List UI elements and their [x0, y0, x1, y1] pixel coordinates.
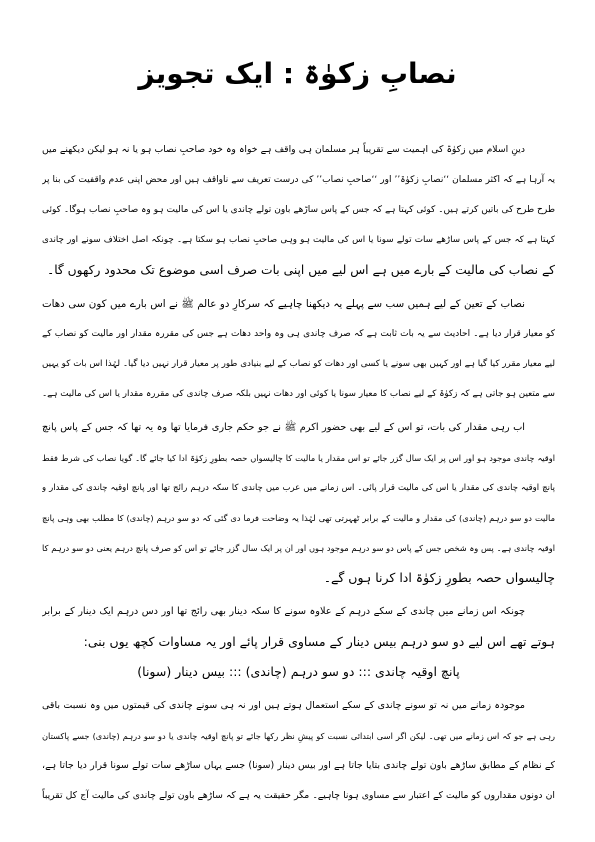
text-line: اب رہی مقدار کی بات، تو اس کے لیے بھی حضور اکرم ﷺ نے جو حکم جاری فرمایا تھا وہ یہ تھا کہ جس کے پاس پانچ: [42, 422, 525, 433]
paragraph: [42, 289, 555, 409]
text-line: اوقیہ چاندی ہے۔ پس وہ شخص جس کے پاس دو سو درہم موجود ہوں اور ان پر ایک سال گزر جائے تو اس کو صرف پانچ درہم یعنی دو سو درہم کا: [42, 543, 555, 553]
text-line: لیے معیار مقرر کیا گیا ہے اور کہیں بھی سونے یا کسی اور دھات کو نصاب کے لیے بنیادی طور پر معیار قرار نہیں دیا گیا۔ لہٰذا اس بات کو یہیں: [42, 359, 555, 369]
page-title: نصابِ زکوٰۃ : ایک تجویز: [138, 57, 457, 90]
text-line: ہوتے تھے اس لیے دو سو درہم بیس دینار کے مساوی قرار پائے اور یہ مساوات کچھ یوں بنی:: [83, 634, 555, 649]
text-line: کہتا ہے کہ جس کے پاس ساڑھے سات تولے سونا یا اس کی مالیت ہو وہی صاحبِ نصاب ہو سکتا ہے۔ چونکہ اصل اختلاف سونے اور چاندی: [42, 235, 555, 245]
text-line: طرح طرح کی باتیں کرتے ہیں۔ کوئی کہتا ہے کہ جس کے پاس ساڑھے باون تولے چاندی یا اس کی مالیت ہو وہ صاحبِ نصاب ہوگا۔ کوئی: [42, 205, 555, 215]
text-line: موجودہ زمانے میں نہ تو سونے چاندی کے سکے استعمال ہوتے ہیں اور نہ ہی سونے چاندی کی قیمتوں میں وہ نسبت باقی: [42, 700, 525, 711]
paragraph: [42, 413, 555, 593]
text-line: کے نظام کے مطابق ساڑھے باون تولے چاندی بتایا جاتا ہے اور بیس دینار (سونا) جسے یہاں ساڑھے سات تولے سونا قرار دیا جاتا ہے،: [42, 760, 555, 771]
paragraph: [42, 135, 555, 285]
article-body: [42, 135, 555, 815]
text-line: کو معیار قرار دیا ہے۔ احادیث سے یہ بات ثابت ہے کہ صرف چاندی ہی وہ واحد دھات ہے جس کی مقررہ مقدار اور مالیت کو نصاب کے: [42, 329, 555, 339]
text-line: رہی ہے جو کہ اس زمانے میں تھی۔ لیکن اگر اسی ابتدائی نسبت کو پیشِ نظر رکھا جائے تو پانچ اوقیہ چاندی یا دو سو درہم (چاندی) جسے پاکستان: [42, 731, 555, 741]
text-line: نصاب کے تعین کے لیے ہمیں سب سے پہلے یہ دیکھنا چاہیے کہ سرکارِ دو عالم ﷺ نے اس بارے میں کون سی دھات: [42, 298, 525, 310]
text-line: مالیت دو سو درہم (چاندی) کی مقدار و مالیت کے برابر ٹھہرتی تھی لہٰذا یہ وضاحت فرما دی گئی کہ دو سو درہم (چاندی) کا مطلب بھی وہی پانچ: [42, 513, 555, 523]
text-line: پانچ اوقیہ چاندی کی مقدار یا اس کی مالیت قرار پائی۔ اس زمانے میں عرب میں چاندی کا سکہ درہم رائج تھا اور پانچ اوقیہ چاندی کی مقدار و: [42, 483, 555, 493]
text-line: کے نصاب کی مالیت کے بارے میں ہے اس لیے میں اپنی بات صرف اسی موضوع تک محدود رکھوں گا۔: [47, 263, 555, 277]
text-line: اوقیہ چاندی موجود ہو اور اس پر ایک سال گزر جائے تو اس مقدار یا مالیت کا چالیسواں حصہ بطورِ زکوٰۃ ادا کیا جائے گا۔ گویا نصاب کی شرط فقط: [42, 453, 555, 463]
text-line: چونکہ اس زمانے میں چاندی کے سکے درہم کے علاوہ سونے کا سکہ دینار بھی رائج تھا اور دس درہم ایک دینار کے برابر: [42, 606, 525, 617]
text-line: یہ آرہا ہے کہ اکثر مسلمان ‘‘نصابِ زکوٰۃ’’ اور ‘‘صاحبِ نصاب’’ کی درست تعریف سے ناواقف ہیں اور محض اپنی عدم واقفیت کی بنا پر: [42, 175, 555, 185]
paragraph: [42, 597, 555, 687]
text-line: چالیسواں حصہ بطورِ زکوٰۃ ادا کرنا ہوں گے۔: [323, 570, 555, 585]
text-line: دینِ اسلام میں زکوٰۃ کی اہمیت سے تقریباً ہر مسلمان ہی واقف ہے خواہ وہ خود صاحبِ نصاب ہو یا نہ ہو لیکن دیکھنے میں: [42, 144, 525, 155]
paragraph: [42, 691, 555, 811]
text-line: ان دونوں مقداروں کو مالیت کے اعتبار سے مساوی ہونا چاہیے۔ مگر حقیقت یہ ہے کہ ساڑھے باون تولے چاندی کی مالیت آج کل تقریباً: [42, 790, 555, 801]
equivalence-line: پانچ اوقیہ چاندی ::: دو سو درہم (چاندی) ::: بیس دینار (سونا): [137, 664, 460, 679]
text-line: سے متعین ہو جاتی ہے کہ زکوٰۃ کے لیے نصاب کا معیار سونا یا کوئی اور دھات نہیں بلکہ صرف چاندی کی مقررہ مقدار یا اس کی مالیت ہے۔: [42, 389, 555, 399]
